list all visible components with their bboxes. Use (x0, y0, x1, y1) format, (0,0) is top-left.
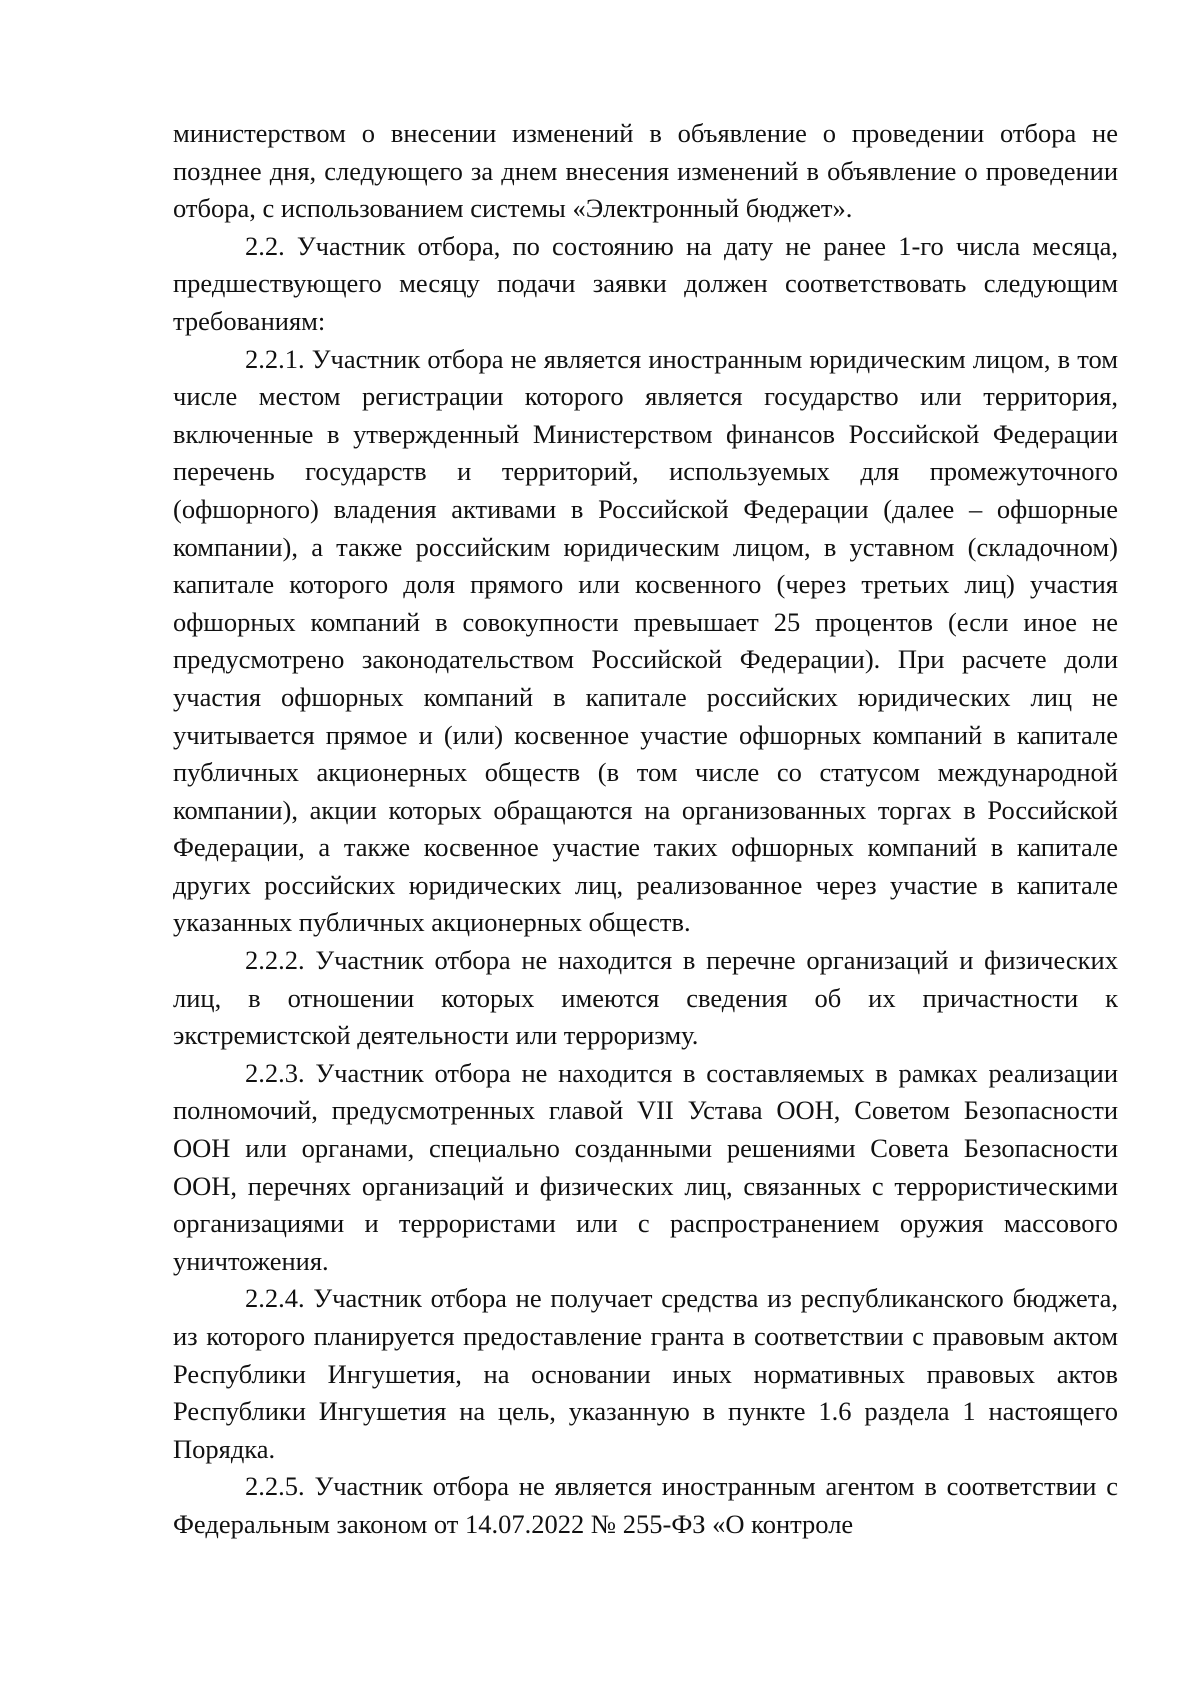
paragraph-clause-2-2-2: 2.2.2. Участник отбора не находится в перечне организаций и физических лиц, в отношении которых имеются сведения об их причастности к экстремистской деятельности или терроризму. (173, 945, 1118, 1051)
document-body (173, 115, 1118, 1544)
paragraph-clause-2-2-1: 2.2.1. Участник отбора не является иностранным юридическим лицом, в том числе местом регистрации которого является государство или территория, включенные в утвержденный Министерством финансов Российской Федерации перечень государств и территорий, используемых для промежуточного (офшорного) владения активами в Российской Федерации (далее – офшорные компании), а также российским юридическим лицом, в уставном (складочном) капитале которого доля прямого или косвенного (через третьих лиц) участия офшорных компаний в совокупности превышает 25 процентов (если иное не предусмотрено законодательством Российской Федерации). При расчете доли участия офшорных компаний в капитале российских юридических лиц не учитывается прямое и (или) косвенное участие офшорных компаний в капитале публичных акционерных обществ (в том числе со статусом международной компании), акции которых обращаются на организованных торгах в Российской Федерации, а также косвенное участие таких офшорных компаний в капитале других российских юридических лиц, реализованное через участие в капитале указанных публичных акционерных обществ. (173, 343, 1118, 938)
paragraph-clause-2-2-5: 2.2.5. Участник отбора не является иностранным агентом в соответствии с Федеральным законом от 14.07.2022 № 255-ФЗ «О контроле (173, 1471, 1118, 1539)
paragraph-clause-2-2: 2.2. Участник отбора, по состоянию на дату не ранее 1-го числа месяца, предшествующего месяцу подачи заявки должен соответствовать следующим требованиям: (173, 230, 1118, 336)
paragraph-continuation: министерством о внесении изменений в объявление о проведении отбора не позднее дня, следующего за днем внесения изменений в объявление о проведении отбора, с использованием системы «Электронный бюджет». (173, 118, 1118, 224)
paragraph-clause-2-2-4: 2.2.4. Участник отбора не получает средства из республиканского бюджета, из которого планируется предоставление гранта в соответствии с правовым актом Республики Ингушетия, на основании иных нормативных правовых актов Республики Ингушетия на цель, указанную в пункте 1.6 раздела 1 настоящего Порядка. (173, 1283, 1118, 1464)
paragraph-clause-2-2-3: 2.2.3. Участник отбора не находится в составляемых в рамках реализации полномочий, предусмотренных главой VII Устава ООН, Советом Безопасности ООН или органами, специально созданными решениями Совета Безопасности ООН, перечнях организаций и физических лиц, связанных с террористическими организациями и террористами или с распространением оружия массового уничтожения. (173, 1057, 1118, 1276)
